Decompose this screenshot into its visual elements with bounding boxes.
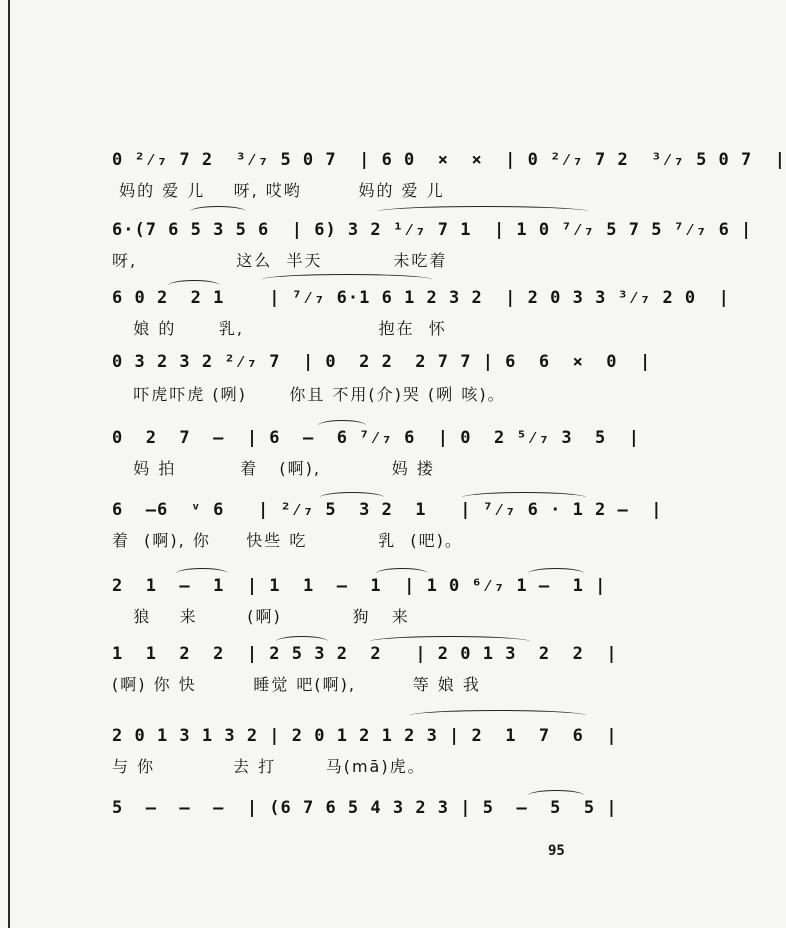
notation-row-3: 6 0 2 2 1 | ⁷⁄₇ 6·1 6 1 2 3 2 | 2 0 3 3 ³⁄₇ 2 0 | bbox=[112, 288, 730, 308]
page-number: 95 bbox=[548, 843, 565, 859]
notation-row-7: 2 1 — 1 | 1 1 — 1 | 1 0 ⁶⁄₇ 1 — 1 | bbox=[112, 576, 607, 596]
slur-mark bbox=[378, 206, 588, 217]
notation-row-2: 6·(7 6 5 3 5 6 | 6) 3 2 ¹⁄₇ 7 1 | 1 0 ⁷⁄₇ 5 7 5 ⁷⁄₇ 6 | bbox=[112, 220, 753, 240]
lyrics-row-2: 呀, 这么 半天 未吃着 bbox=[112, 251, 448, 270]
lyrics-row-7: 狼 来 (啊) 狗 来 bbox=[112, 607, 410, 626]
notation-row-6: 6 —6 ᵛ 6 | ²⁄₇ 5 3 2 1 | ⁷⁄₇ 6 · 1 2 — | bbox=[112, 500, 663, 520]
lyrics-row-8: (啊) 你 快 睡觉 吧(啊), 等 娘 我 bbox=[112, 675, 481, 694]
slur-mark bbox=[190, 206, 246, 217]
lyrics-row-3: 娘 的 乳, 抱在 怀 bbox=[112, 319, 447, 338]
lyrics-row-1: 妈的 爱 儿 呀, 哎哟 妈的 爱 儿 bbox=[112, 181, 445, 200]
slur-mark bbox=[410, 710, 586, 721]
page-binding-edge bbox=[8, 0, 10, 928]
notation-row-1: 0 ²⁄₇ 7 2 ³⁄₇ 5 0 7 | 6 0 × × | 0 ²⁄₇ 7 2 ³⁄₇ 5 0 7 | bbox=[112, 150, 786, 170]
notation-row-9: 2 0 1 3 1 3 2 | 2 0 1 2 1 2 3 | 2 1 7 6 | bbox=[112, 726, 618, 746]
slur-mark bbox=[262, 274, 432, 285]
lyrics-row-5: 妈 拍 着 (啊), 妈 搂 bbox=[112, 459, 435, 478]
notation-row-8: 1 1 2 2 | 2 5 3 2 2 | 2 0 1 3 2 2 | bbox=[112, 644, 618, 664]
lyrics-row-6: 着 (啊), 你 快些 吃 乳 (吧)。 bbox=[112, 531, 463, 550]
notation-row-4: 0 3 2 3 2 ²⁄₇ 7 | 0 2 2 2 7 7 | 6 6 × 0 | bbox=[112, 352, 652, 372]
lyrics-row-4: 吓虎吓虎 (咧) 你且 不用(介)哭 (咧 咳)。 bbox=[112, 385, 506, 404]
notation-row-5: 0 2 7 — | 6 — 6 ⁷⁄₇ 6 | 0 2 ⁵⁄₇ 3 5 | bbox=[112, 428, 640, 448]
notation-row-10: 5 — — — | (6 7 6 5 4 3 2 3 | 5 — 5 5 | bbox=[112, 798, 618, 818]
lyrics-row-9: 与 你 去 打 马(mā)虎。 bbox=[112, 757, 426, 776]
